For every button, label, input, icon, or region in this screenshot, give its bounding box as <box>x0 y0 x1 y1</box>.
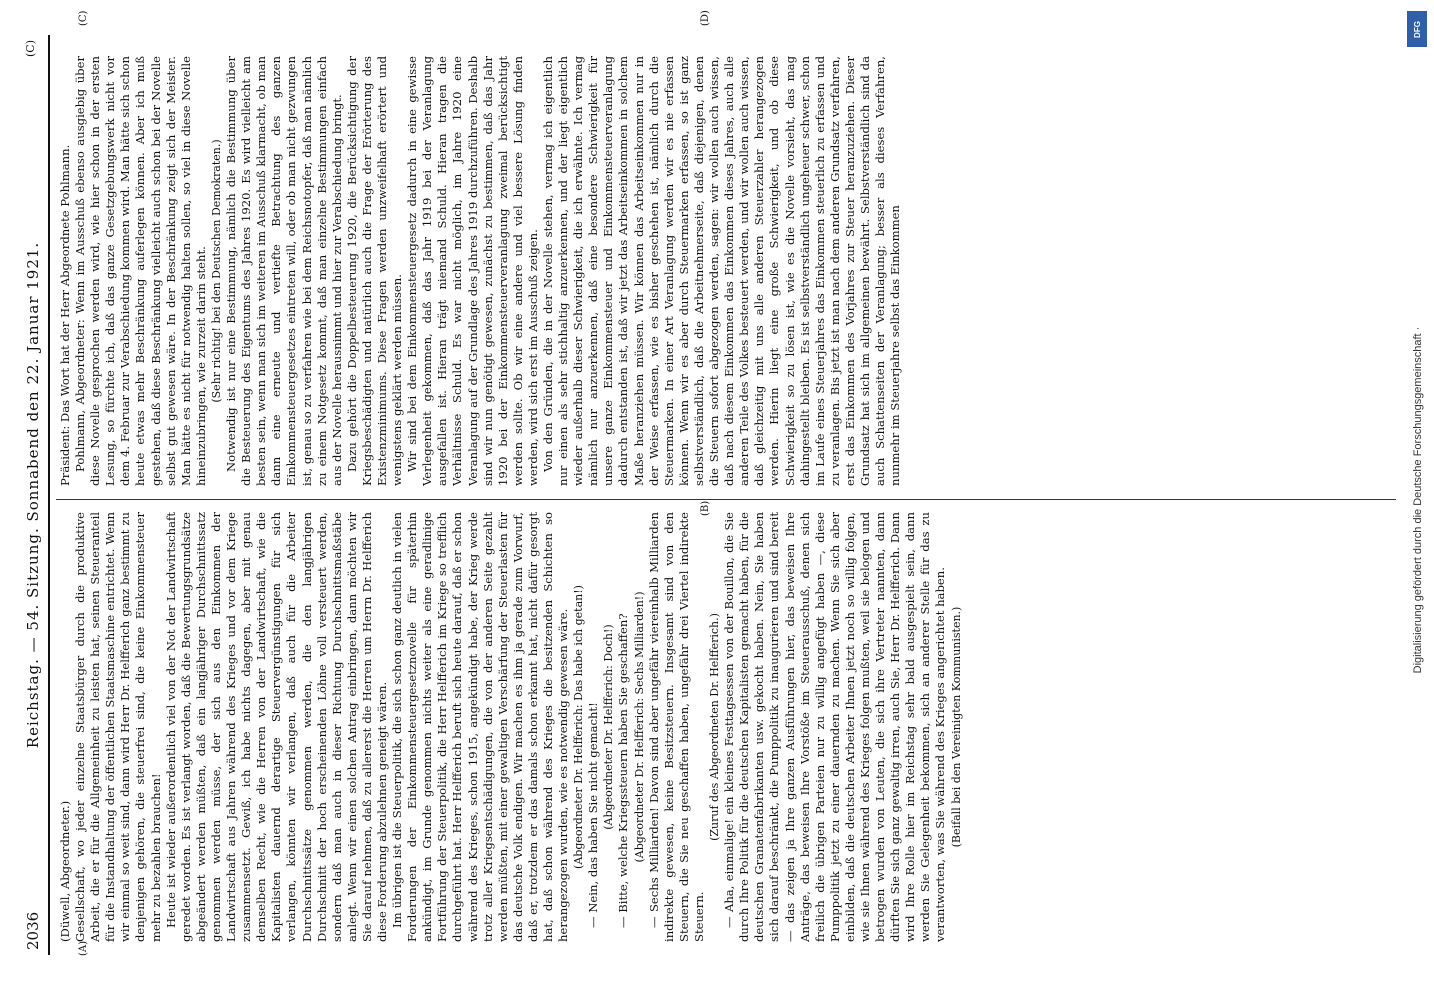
dfg-logo-text: DFG <box>1412 20 1422 38</box>
header-rule <box>48 35 50 955</box>
margin-mark-header: (C) <box>24 40 37 57</box>
paragraph: Heute ist wieder außerordentlich viel von der Not der Landwirtschaft geredet worden. Es ist verlangt worden, daß die Bewertungsgrundsätze abgeändert werden müßten, daß ein langjähriger Durchschnittssatz genommen werden müsse, der sich aus den Einkommen der Landwirtschaft aus Jahren während des Krieges und vor dem Kriege zusammensetzt. Gewiß, ich habe nichts dagegen, aber mit genau demselben Recht, wie die Herren von der Landwirtschaft, wie die Kapitalisten dauernd derartige Steuervergünstigungen für sich verlangen, könnten wir verlangen, daß auch für die Arbeiter Durchschnittssätze genommen werden, die den langjährigen Durchschnitt der hoch erscheinenden Löhne voll versteuert werden, sondern daß man auch in dieser Richtung Durchschnittsmaßstäbe anlegt. Wenn wir einen solchen Antrag einbringen, dann möchten wir Sie darauf nehmen, daß zu allererst die Herren um Herrn Dr. Helfferich diese Forderung abzulehnen geneigt wären. <box>163 512 389 942</box>
paragraph: Wir sind bei dem Einkommensteuergesetz dadurch in eine gewisse Verlegenheit gekommen, daß das Jahr 1919 bei der Veranlagung ausgefallen ist. Hieran trägt niemand Schuld. Hieran tragen die Verhältnisse Schuld. Es war nicht möglich, im Jahre 1920 eine Veranlagung auf der Grundlage des Jahres 1919 durchzuführen. Deshalb sind wir nun genötigt gewesen, zunächst zu bestimmen, daß das Jahr 1920 bei der Einkommensteuerveranlagung zweimal berücksichtigt werden sollte. Ob wir eine andere und viel bessere Lösung finden werden, wird sich erst im Ausschuß zeigen. <box>405 56 540 486</box>
paragraph: — Sechs Milliarden! Davon sind aber ungefähr viereinhalb Milliarden indirekte gewesen, keine Besitzsteuern. Insgesamt sind von den Steuern, die Sie neu geschaffen haben, ungefähr drei Viertel indirekte Steuern. <box>646 512 706 942</box>
page-header <box>14 40 48 950</box>
page-number: 2036 <box>24 911 42 950</box>
paragraph: Im übrigen ist die Steuerpolitik, die sich schon ganz deutlich in vielen Forderungen der Einkommensteuergesetznovelle für späterhin ankündigt, im Grunde genommen nichts weiter als eine geradlinige Fortführung der Steuerpolitik, die Herr Helfferich im Kriege so trefflich durchgeführt hat. Herr Helfferich beruft sich heute darauf, daß er schon während des Krieges, schon 1915, angekündigt habe, der Krieg werde trotz aller Kriegsentschädigungen, die von der anderen Seite gezahlt werden müßten, mit einer gewaltigen Verschärfung der Steuerlasten für das deutsche Volk endigen. Wir machen es ihm ja gerade zum Vorwurf, daß er, trotzdem er das damals schon erkannt hat, nicht dafür gesorgt hat, daß schon während des Krieges die besitzenden Schichten so herangezogen wurden, wie es notwendig gewesen wäre. <box>390 512 571 942</box>
column-divider <box>56 499 1396 500</box>
paragraph: (Abgeordneter Dr. Helfferich: Sechs Milliarden!) <box>632 591 646 863</box>
paragraph: (Abgeordneter Dr. Helfferich: Doch!) <box>602 624 616 830</box>
paragraph: Gesellschaft, wo jeder einzelne Staatsbürger durch die produktive Arbeit, die er für die Allgemeinheit zu leisten hat, seinen Steueranteil für die Instandhaltung der öffentlichen Staatsmaschine entrichtet. Wenn wir einmal so weit sind, dann wird Herr Dr. Helfferich ganz bestimmt zu denjenigen gehören, die steuerfrei sind, die keine Einkommensteuer mehr zu bezahlen brauchen! <box>73 512 163 942</box>
paragraph: Dazu gehört die Doppelbesteuerung 1920, die Berücksichtigung der Kriegsbeschädigten und natürlich auch die Frage der Erörterung des Existenzminimums. Diese Fragen werden unzweifelhaft erörtert und wenigstens geklärt werden müssen. <box>344 56 405 486</box>
paragraph: Von den Gründen, die in der Novelle stehen, vermag ich eigentlich nur einen als sehr stichhaltig anzuerkennen, und der liegt eigentlich wieder außerhalb dieser Schwierigkeit, die ich erwähnte. Ich vermag nämlich nur anzuerkennen, daß eine besondere Schwierigkeit für unsere ganze Einkommensteuer und Einkommensteuerveranlagung dadurch entstanden ist, daß wir jetzt das Arbeitseinkommen in solchem Maße heranziehen müssen. Wir können das Arbeitseinkommen nur in der Weise erfassen, wie es bisher geschehen ist, nämlich durch die Steuermarken. In einer Art Veranlagung werden wir es nie erfassen können. Wenn wir es aber durch Steuermarken erfassen, so ist ganz selbstverständlich, daß die Arbeitnehmerseite, daß diejenigen, denen die Steuern sofort abgezogen werden, sagen: wir wollen auch wissen, daß nach diesem Einkommen das Einkommen dieses Jahres, auch alle anderen Teile des Volkes besteuert werden, und wir wollen auch wissen, daß gleichzeitig mit uns alle anderen Steuerzahler herangezogen werden. Hierin liegt eine große Schwierigkeit, und ob diese Schwierigkeit so zu lösen ist, wie es die Novelle vorsieht, das mag dahingestellt bleiben. Es ist selbstverständlich ungeheuer schwer, schon im Laufe eines Steuerjahres das Einkommen steuerlich zu erfassen und zu veranlagen. Bis jetzt ist man nach dem anderen Grundsatz verfahren, erst das Einkommen des Vorjahres zur Steuer heranzuziehen. Dieser Grundsatz hat sich im allgemeinen bewährt. Selbstverständlich sind da auch Schattenseiten der Veranlagung; besser als dieses Verfahren, nunmehr im Steuerjahre selbst das Einkommen <box>541 56 903 486</box>
dfg-logo <box>1407 11 1427 47</box>
margin-mark-d: (D) <box>700 10 711 26</box>
paragraph: (Zuruf des Abgeordneten Dr. Helfferich.) <box>708 613 722 841</box>
paragraph: (Düwell, Abgeordneter.) <box>58 800 72 942</box>
paragraph: — Bitte, welche Kriegssteuern haben Sie geschaffen? <box>616 613 631 928</box>
right-column <box>58 56 1388 486</box>
paragraph: Präsident: Das Wort hat der Herr Abgeordnete Pohlmann. <box>58 144 72 486</box>
paragraph: Notwendig ist nur eine Bestimmung, nämlich die Bestimmung über die Besteuerung des Eigentums des Jahres 1920. Es wird vielleicht am besten sein, wenn man sich im weiteren im Ausschuß klarmacht, ob man dann eine erneute und vertiefte Betrachtung des ganzen Einkommensteuergesetzes eintreten will, oder ob man nicht gezwungen ist, genau so zu verfahren wie bei dem Reichsnotopfer, daß man nämlich zu einem Notgesetz kommt, daß man einzelne Bestimmungen einfach aus der Novelle herausnimmt und hier zur Verabschiedung bringt. <box>224 56 344 486</box>
paragraph: Pohlmann, Abgeordneter: Wenn im Ausschuß ebenso ausgiebig über diese Novelle gesprochen werden wird, wie hier schon in der ersten Lesung, so fürchte ich, daß das ganze Gesetzgebungswerk nicht vor dem 4. Februar zur Verabschiedung kommen wird. Man hätte sich schon heute etwas mehr Beschränkung auferlegen können. Aber ich muß gestehen, daß diese Beschränkung vielleicht auch schon bei der Novelle selbst gut gewesen wäre. In der Beschränkung zeigt sich der Meister. Man hätte es nicht für notwendig halten sollen, so viel in diese Novelle hineinzubringen, wie zurzeit darin steht. <box>73 56 208 486</box>
paragraph: (Abgeordneter Dr. Helfferich: Das habe ich getan!) <box>572 585 586 869</box>
paragraph: (Sehr richtig! bei den Deutschen Demokraten.) <box>209 139 223 403</box>
page-title: Reichstag. — 54. Sitzung. Sonnabend den 22. Januar 1921. <box>24 241 42 749</box>
margin-mark-b: (B) <box>700 500 711 516</box>
digitization-credit <box>1405 5 1431 995</box>
margin-mark-c: (C) <box>78 10 89 26</box>
paragraph: — Nein, das haben Sie nicht gemacht! <box>586 702 601 928</box>
credit-text: Digitalisierung gefördert durch die Deutsche Forschungsgemeinschaft · <box>1412 326 1424 674</box>
left-column <box>58 512 1388 942</box>
margin-mark-a: (A) <box>78 940 89 956</box>
paragraph: (Beifall bei den Vereinigten Kommunisten.) <box>949 606 963 848</box>
paragraph: — Aha, einmalige! ein kleines Festtagsessen von der Bouillon, die Sie durch Ihre Politik für die deutschen Kapitalisten gemacht haben, für die deutschen Granatenfabrikanten usw. gekocht haben. Nein, Sie haben sich darauf beschränkt, die Pumppolitik zu inaugurieren und sind bereit — das zeigen ja Ihre ganzen Ausführungen hier, das beweisen Ihre Anträge, das beweisen Ihre Vorstöße im Steuerausschuß, denen sich freilich die übrigen Parteien nur zu willig angefügt haben —, diese Pumppolitik jetzt zu einer dauernden zu machen. Wenn Sie sich aber einbilden, daß die deutschen Arbeiter Ihnen jetzt noch so willig folgen, wie sie Ihnen während des Krieges folgen mußten, weil sie belogen und betrogen wurden von Leuten, die sich ihre Vertreter nannten, dann dürften Sie sich ganz gewaltig irren, auch Sie, Herr Dr. Helfferich. Dann wird Ihre Rolle hier im Reichstag sehr bald ausgespielt sein, dann werden Sie Gelegenheit bekommen, sich an anderer Stelle für das zu verantworten, was Sie während des Krieges angerichtet haben. <box>722 512 948 942</box>
